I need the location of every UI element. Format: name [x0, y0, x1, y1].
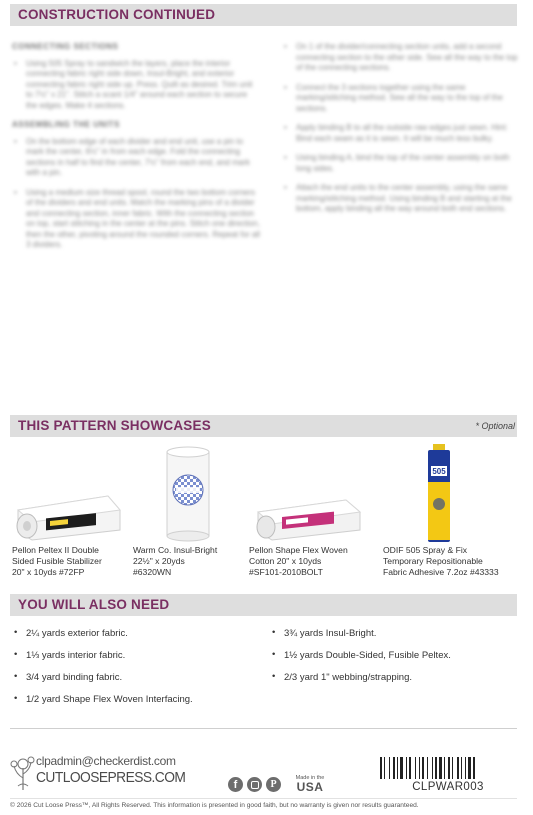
caption-line: Sided Fusible Stabilizer [12, 556, 102, 566]
needs-left-list [12, 628, 262, 716]
barcode-image [380, 757, 516, 779]
optional-note: * Optional [475, 421, 515, 431]
product-caption [133, 545, 243, 578]
made-in-label: Made in the [295, 775, 325, 781]
instruction-item: • Connect the 3 sections together using the same marking/stitching method. Sew all the way to the top of the sections. [282, 83, 518, 115]
instruction-item: • On 1 of the divider/connecting section units, add a second connecting section to the other side. Sew all the way to the top of the connecting sections. [282, 42, 518, 74]
instructions-left-column [12, 42, 260, 260]
flower-logo-icon [10, 752, 36, 792]
caption-line: 22½" x 20yds [133, 556, 185, 566]
copyright-divider [10, 798, 517, 799]
construction-header [10, 4, 517, 26]
list-item: • 2/3 yard 1" webbing/strapping. [270, 672, 520, 694]
shape-flex-bolt-image [254, 496, 364, 542]
showcases-title: THIS PATTERN SHOWCASES [18, 418, 211, 433]
footer-website[interactable]: CUTLOOSEPRESS.COM [36, 769, 186, 786]
barcode-bar [419, 757, 420, 779]
product-caption [383, 545, 523, 578]
barcode-bar [422, 757, 424, 779]
list-item: • 3¾ yards Insul-Bright. [270, 628, 520, 650]
facebook-icon[interactable]: f [228, 777, 243, 792]
made-in-usa-badge [294, 775, 326, 793]
construction-title: CONSTRUCTION CONTINUED [18, 7, 216, 22]
barcode-bar [465, 757, 466, 779]
footer-email[interactable]: clpadmin@checkerdist.com [36, 754, 176, 768]
barcode-bar [452, 757, 453, 779]
instruction-item: • Apply binding B to all the outside raw edges just sewn. Hint: Bind each seam as it is sewn. It will be much less bulky. [282, 123, 518, 144]
needs-right-list [270, 628, 520, 694]
list-item: • 1½ yards Double-Sided, Fusible Peltex. [270, 650, 520, 672]
barcode-bar [435, 757, 437, 779]
barcode-bar [389, 757, 390, 779]
instruction-item: • Attach the end units to the center assembly, using the same marking/stitching method. Using binding B and starting at the bottom, apply binding all the way around both end sections. [282, 183, 518, 215]
instruction-item: • Using binding A, bind the top of the center assembly on both long sides. [282, 153, 518, 174]
spray-can-image [426, 444, 452, 544]
caption-line: #SF101-2010BOLT [249, 567, 323, 577]
barcode-bar [432, 757, 433, 779]
product-caption [249, 545, 374, 578]
caption-line: Pellon Peltex II Double [12, 545, 99, 555]
barcode-bar [461, 757, 462, 779]
caption-line: Cotton 20" x 10yds [249, 556, 322, 566]
barcode-bar [409, 757, 411, 779]
need-header [10, 594, 517, 616]
barcode-bar [448, 757, 450, 779]
caption-line: #6320WN [133, 567, 172, 577]
pinterest-icon[interactable]: P [266, 777, 281, 792]
barcode-bar [393, 757, 395, 779]
social-icons [228, 777, 281, 792]
list-item: • 3/4 yard binding fabric. [12, 672, 262, 694]
insul-bright-roll-image [163, 446, 213, 542]
list-item: • 1⅓ yards interior fabric. [12, 650, 262, 672]
instruction-item: • Using 505 Spray to sandwich the layers, place the interior connecting fabric right side down, Insul-Bright, and exterior connecting fabric right side up. Press. Quilt as desired. Trim unit to 7½" x 21". Stitch a scant 1/4" around each section to secure the edges. Make 4 sections. [12, 59, 260, 112]
barcode-bar [457, 757, 459, 779]
showcases-header [10, 415, 517, 437]
caption-line: Temporary Repositionable [383, 556, 483, 566]
barcode-bar [380, 757, 382, 779]
instruction-item: • Using a medium size thread spool, round the two bottom corners of the dividers and end units. Match the marking pins of a divider and connecting section, inner fabric. With the connecting section on top, start stitching in the center at the pins. Stitch one direction, then the other, pivoting around the rounded corners. Repeat for all 3 dividers. [12, 188, 260, 251]
barcode-bar [400, 757, 403, 779]
list-item: • 1/2 yard Shape Flex Woven Interfacing. [12, 694, 262, 716]
caption-line: ODIF 505 Spray & Fix [383, 545, 468, 555]
assembling-units-subtitle: ASSEMBLING THE UNITS [12, 120, 120, 129]
caption-line: Pellon Shape Flex Woven [249, 545, 348, 555]
barcode-bar [415, 757, 416, 779]
caption-line: Warm Co. Insul-Bright [133, 545, 218, 555]
instagram-icon[interactable] [247, 777, 262, 792]
peltex-bolt-image [12, 492, 124, 542]
connecting-sections-subtitle: CONNECTING SECTIONS [12, 42, 119, 51]
barcode-bar [468, 757, 471, 779]
instructions-right-column [282, 42, 518, 224]
barcode-bar [427, 757, 428, 779]
barcode-bar [406, 757, 407, 779]
footer-divider [10, 728, 517, 729]
product-caption [12, 545, 132, 578]
need-title: YOU WILL ALSO NEED [18, 597, 170, 612]
usa-label: USA [296, 780, 324, 794]
barcode-bar [473, 757, 475, 779]
svg-text:505: 505 [432, 467, 446, 476]
product-code: CLPWAR003 [412, 781, 484, 793]
barcode-bar [439, 757, 442, 779]
copyright-text: © 2026 Cut Loose Press™, All Rights Reserved. This information is presented in good faith, but no warranty is given nor results guaranteed. [10, 802, 419, 809]
caption-line: 20" x 10yds #72FP [12, 567, 85, 577]
caption-line: Fabric Adhesive 7.2oz #43333 [383, 567, 499, 577]
barcode-bar [397, 757, 398, 779]
barcode-bar [384, 757, 385, 779]
list-item: • 2¼ yards exterior fabric. [12, 628, 262, 650]
instruction-item: • On the bottom edge of each divider and end unit, use a pin to mark the center, 6½" in from each edge. Fold the connecting sections in half to find the center, 7½" from each end, and mark with a pin. [12, 137, 260, 179]
barcode-bar [444, 757, 445, 779]
